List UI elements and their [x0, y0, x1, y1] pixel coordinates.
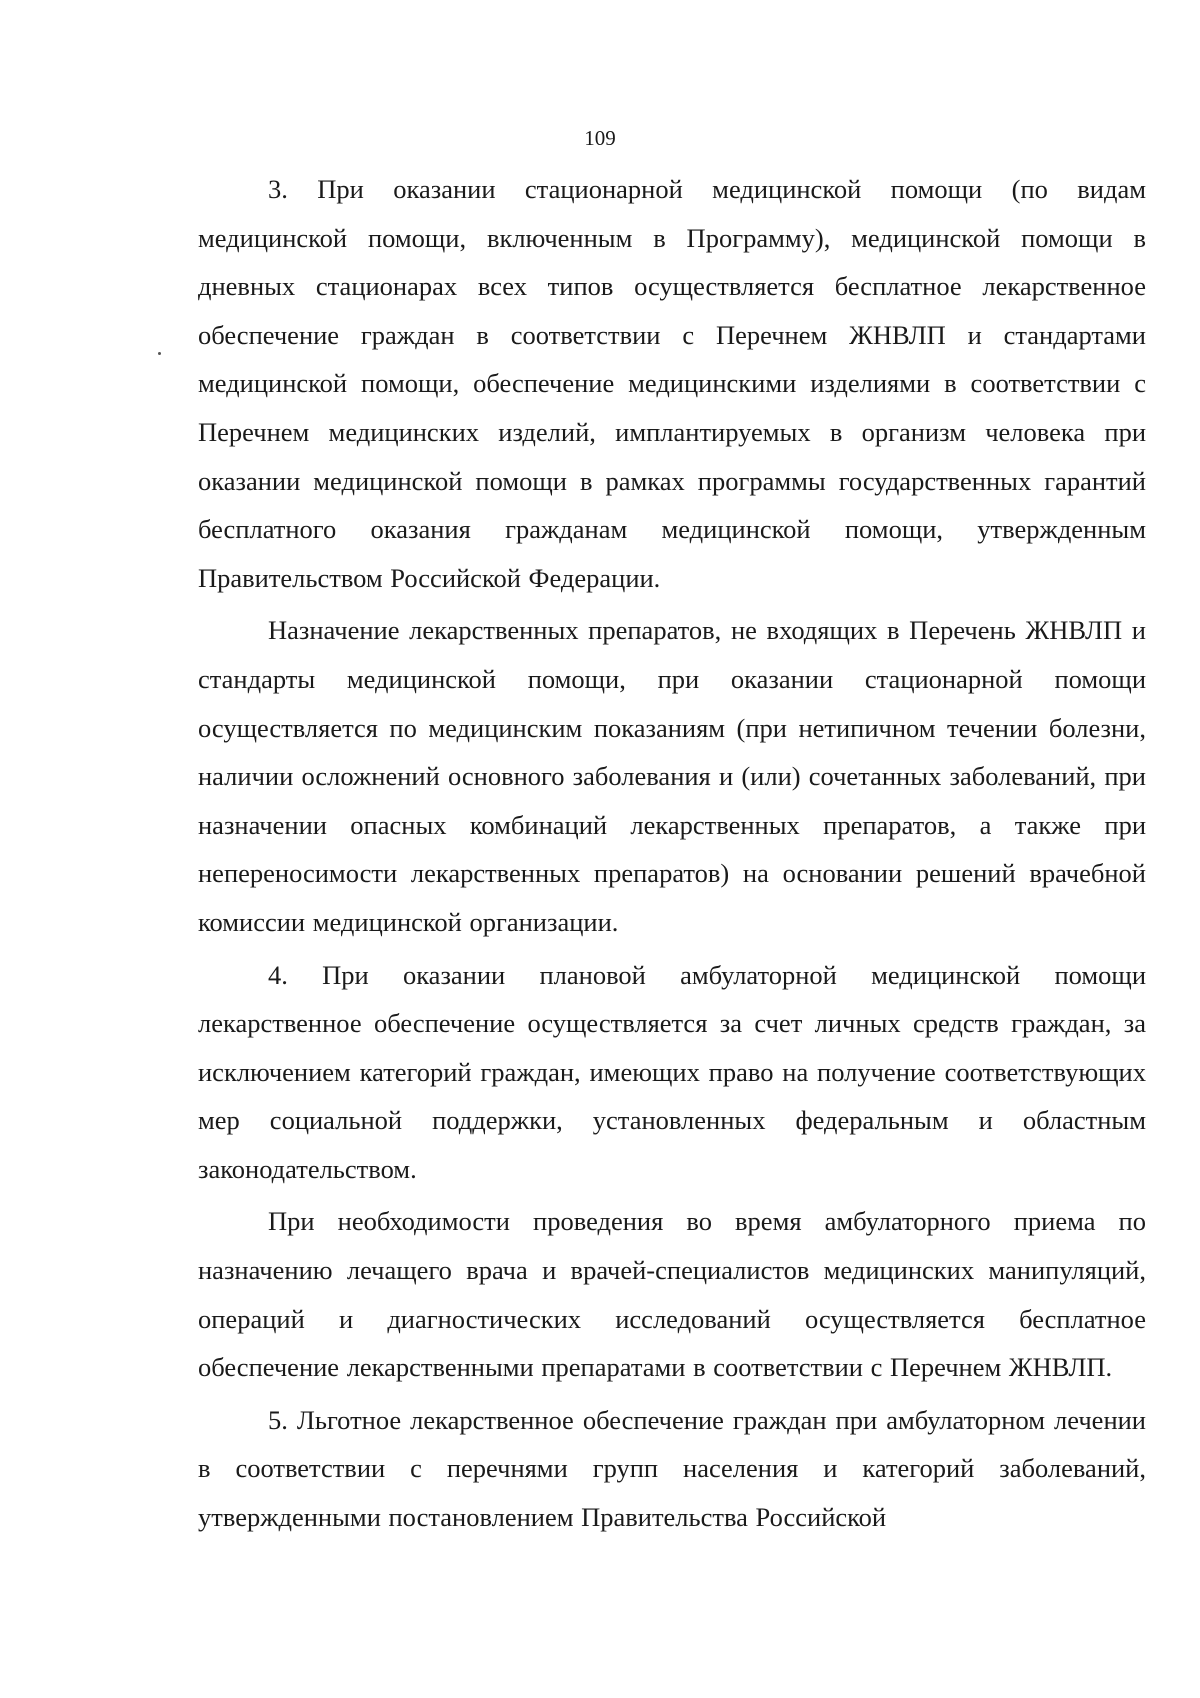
document-body	[198, 165, 1146, 1546]
paragraph-item-4: 4. При оказании плановой амбулаторной медицинской помощи лекарственное обеспечение осуществляется за счет личных средств граждан, за исключением категорий граждан, имеющих право на получение соответствующих мер социальной поддержки, установленных федеральным и областным законодательством.	[198, 959, 1146, 1184]
paragraph-drug-prescription: Назначение лекарственных препаратов, не входящих в Перечень ЖНВЛП и стандарты медицинской помощи, при оказании стационарной помощи осуществляется по медицинским показаниям (при нетипичном течении болезни, наличии осложнений основного заболевания и (или) сочетанных заболеваний, при назначении опасных комбинаций лекарственных препаратов, а также при непереносимости лекарственных препаратов) на основании решений врачебной комиссии медицинской организации.	[198, 615, 1146, 937]
paragraph-outpatient-procedures: При необходимости проведения во время амбулаторного приема по назначению лечащего врача и врачей-специалистов медицинских манипуляций, операций и диагностических исследований осуществляется бесплатное обеспечение лекарственными препаратами в соответствии с Перечнем ЖНВЛП.	[198, 1206, 1146, 1383]
page-number: 109	[584, 126, 616, 150]
paragraph-item-3: 3. При оказании стационарной медицинской помощи (по видам медицинской помощи, включенным в Программу), медицинской помощи в дневных стационарах всех типов осуществляется бесплатное лекарственное обеспечение граждан в соответствии с Перечнем ЖНВЛП и стандартами медицинской помощи, обеспечение медицинскими изделиями в соответствии с Перечнем медицинских изделий, имплантируемых в организм человека при оказании медицинской помощи в рамках программы государственных гарантий бесплатного оказания гражданам медицинской помощи, утвержденным Правительством Российской Федерации.	[198, 174, 1146, 593]
paragraph-item-5: 5. Льготное лекарственное обеспечение граждан при амбулаторном лечении в соответствии с перечнями групп населения и категорий заболеваний, утвержденными постановлением Правительства Российской	[198, 1404, 1146, 1533]
scan-artifact-dot	[158, 352, 161, 355]
